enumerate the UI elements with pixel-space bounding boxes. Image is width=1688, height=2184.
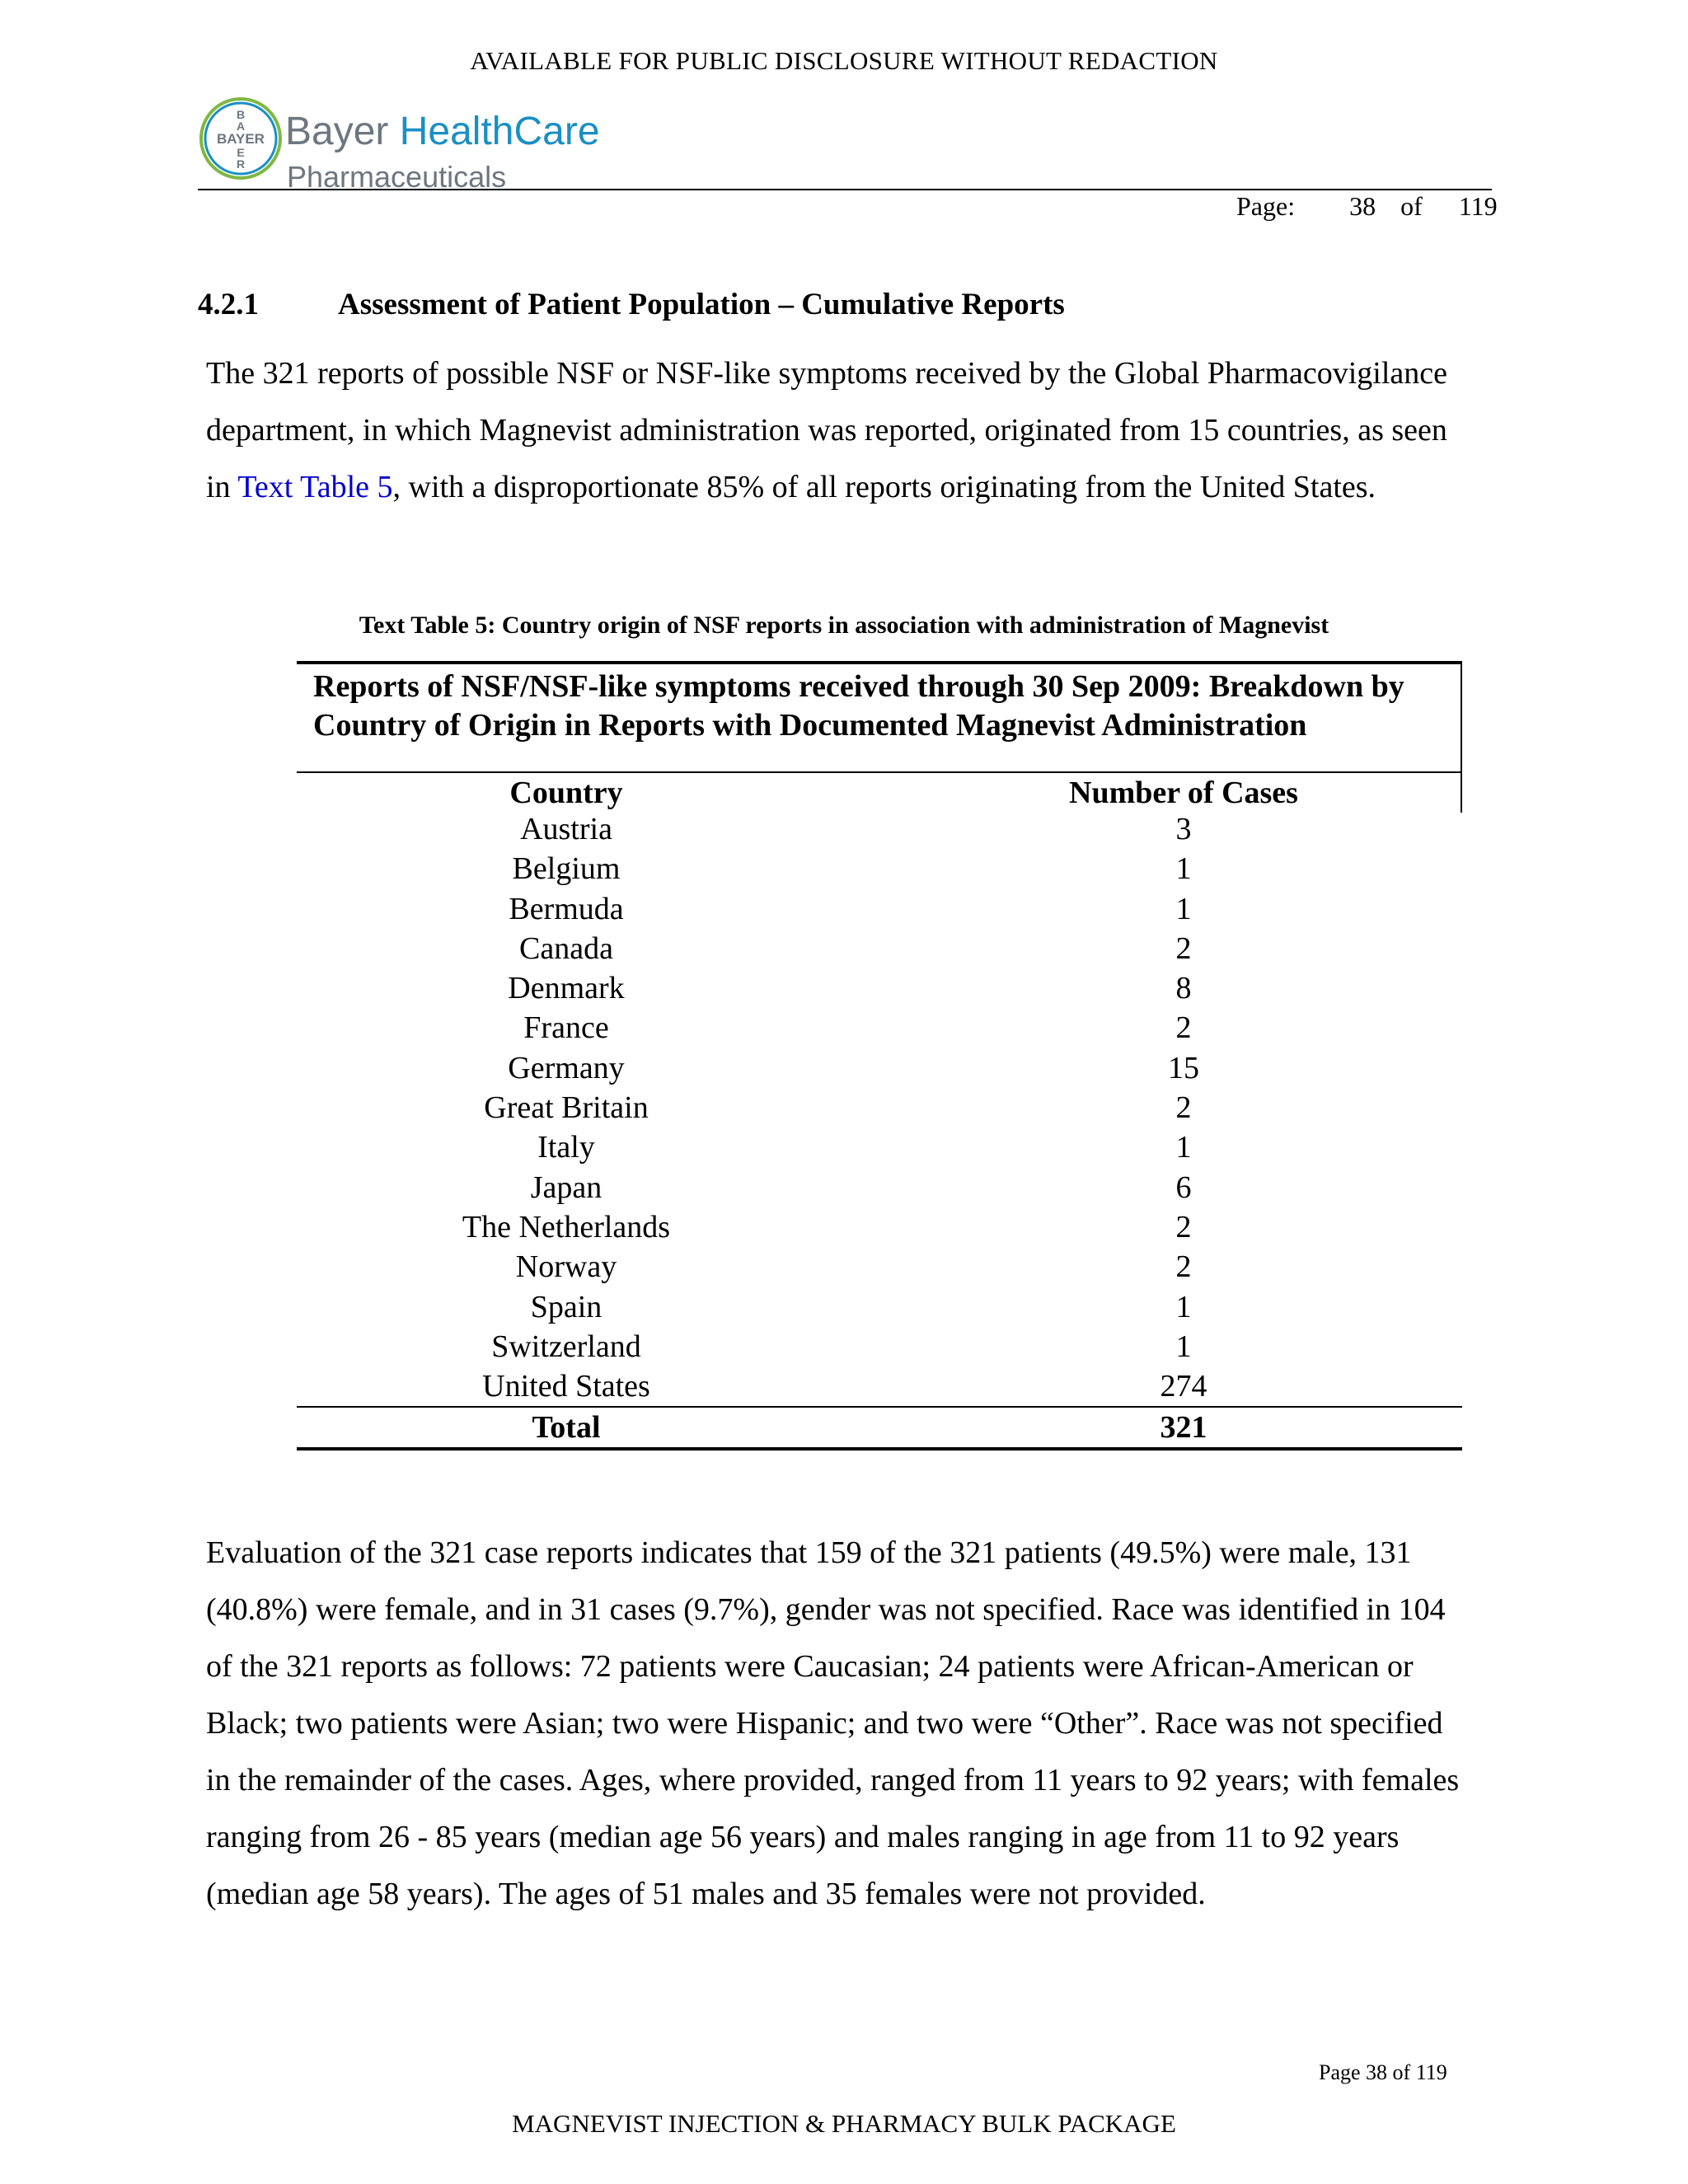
section-number: 4.2.1 <box>198 288 259 321</box>
country-cell: Bermuda <box>509 891 624 926</box>
brand-name <box>285 109 600 154</box>
table-row <box>0 968 1688 1008</box>
table-row <box>0 1127 1688 1167</box>
column-header-cases: Number of Cases <box>1069 776 1298 810</box>
total-value: 321 <box>1160 1410 1207 1445</box>
section-title: Assessment of Patient Population – Cumulative Reports <box>338 288 1065 321</box>
brand-secondary: HealthCare <box>399 110 600 153</box>
country-cell: Switzerland <box>491 1329 641 1364</box>
country-cell: Germany <box>508 1050 625 1085</box>
table-row <box>0 1088 1688 1127</box>
table-row <box>0 1008 1688 1047</box>
total-label: Total <box>532 1410 601 1445</box>
footer-product-name: MAGNEVIST INJECTION & PHARMACY BULK PACKAGE <box>512 2109 1176 2138</box>
svg-text:B: B <box>236 108 246 121</box>
cases-cell: 2 <box>1175 930 1192 966</box>
table-row <box>0 809 1688 849</box>
table-row <box>0 1168 1688 1207</box>
header-page-number <box>1236 191 1498 222</box>
text-table-5-link[interactable]: Text Table 5 <box>237 470 393 504</box>
table-row <box>0 1327 1688 1366</box>
cases-cell: 274 <box>1160 1369 1207 1404</box>
table-row <box>0 849 1688 888</box>
bayer-cross-logo <box>198 96 284 181</box>
table-row <box>0 1207 1688 1247</box>
header-divider <box>198 189 1492 190</box>
table-heading-divider <box>297 771 1462 773</box>
cases-cell: 1 <box>1175 1329 1192 1364</box>
evaluation-paragraph: Evaluation of the 321 case reports indicates that 159 of the 321 patients (49.5%) were male, 131 (40.8%) were female, and in 31 cases (9.7%), gender was not specified. Race was identified in 104 of the 321 reports as follows: 72 patients were Caucasian; 24 patients were African-American or Black; two patients were Asian; two were Hispanic; and two were “Other”. Race was not specified in the remainder of the cases. Ages, where provided, ranged from 11 years to 92 years; with females ranging from 26 - 85 years (median age 56 years) and males ranging in age from 11 to 92 years (median age 58 years). The ages of 51 males and 35 females were not provided. <box>206 1535 1460 1911</box>
cases-cell: 1 <box>1175 1289 1192 1324</box>
country-cell: Japan <box>530 1169 603 1205</box>
intro-text-before: The 321 reports of possible NSF or NSF-like symptoms received by the Global Pharmacovigilance department, in which Magnevist administration was reported, originated from 15 countries, as seen in <box>206 356 1448 504</box>
country-cell: Italy <box>537 1130 595 1165</box>
country-cell: Austria <box>520 812 612 846</box>
svg-text:BAYER: BAYER <box>217 131 265 147</box>
table-row <box>0 929 1688 968</box>
cases-cell: 2 <box>1175 1010 1192 1046</box>
cases-cell: 8 <box>1175 971 1192 1006</box>
cases-cell: 1 <box>1175 851 1192 887</box>
table-row <box>0 1048 1688 1088</box>
country-cell: Norway <box>515 1249 617 1285</box>
table-row <box>0 1287 1688 1327</box>
cases-cell: 2 <box>1175 1249 1192 1285</box>
footer-page-number: Page 38 of 119 <box>1319 2060 1447 2084</box>
table-heading: Reports of NSF/NSF-like symptoms received through 30 Sep 2009: Breakdown by Country of Origin in Reports with Documented Magnevist Administration <box>313 669 1404 743</box>
disclosure-banner: AVAILABLE FOR PUBLIC DISCLOSURE WITHOUT REDACTION <box>470 46 1218 75</box>
cases-cell: 3 <box>1175 812 1192 846</box>
cases-cell: 1 <box>1175 891 1192 926</box>
cases-cell: 6 <box>1175 1169 1192 1205</box>
cases-cell: 1 <box>1175 1130 1192 1165</box>
brand-subtitle: Pharmaceuticals <box>287 160 507 194</box>
table-row <box>0 1247 1688 1286</box>
page-label: Page: <box>1236 191 1296 221</box>
svg-text:A: A <box>236 120 246 133</box>
country-cell: Great Britain <box>484 1090 649 1126</box>
table-row <box>0 1366 1688 1406</box>
intro-paragraph <box>206 345 1467 516</box>
country-cell: Spain <box>530 1289 603 1324</box>
total-bottom-rule <box>297 1447 1462 1451</box>
svg-text:E: E <box>237 146 245 159</box>
table-caption: Text Table 5: Country origin of NSF reports in association with administration of Magnevist <box>359 612 1329 639</box>
page-current: 38 <box>1349 191 1376 221</box>
page-of-label: of <box>1400 191 1423 221</box>
intro-text-after: , with a disproportionate 85% of all reports originating from the United States. <box>392 470 1376 504</box>
country-cell: United States <box>482 1369 650 1404</box>
svg-text:R: R <box>236 157 246 171</box>
brand-primary: Bayer <box>285 110 389 153</box>
cases-cell: 2 <box>1175 1209 1192 1244</box>
column-header-country: Country <box>509 776 623 810</box>
table-row <box>0 889 1688 929</box>
cases-cell: 15 <box>1168 1050 1199 1085</box>
country-cell: The Netherlands <box>462 1209 671 1244</box>
country-cell: Denmark <box>508 971 625 1006</box>
country-cell: Canada <box>519 930 613 966</box>
country-cell: Belgium <box>512 851 621 887</box>
country-cell: France <box>523 1010 609 1046</box>
page-total: 119 <box>1458 191 1498 221</box>
table-body <box>0 809 1688 1406</box>
cases-cell: 2 <box>1175 1090 1192 1126</box>
